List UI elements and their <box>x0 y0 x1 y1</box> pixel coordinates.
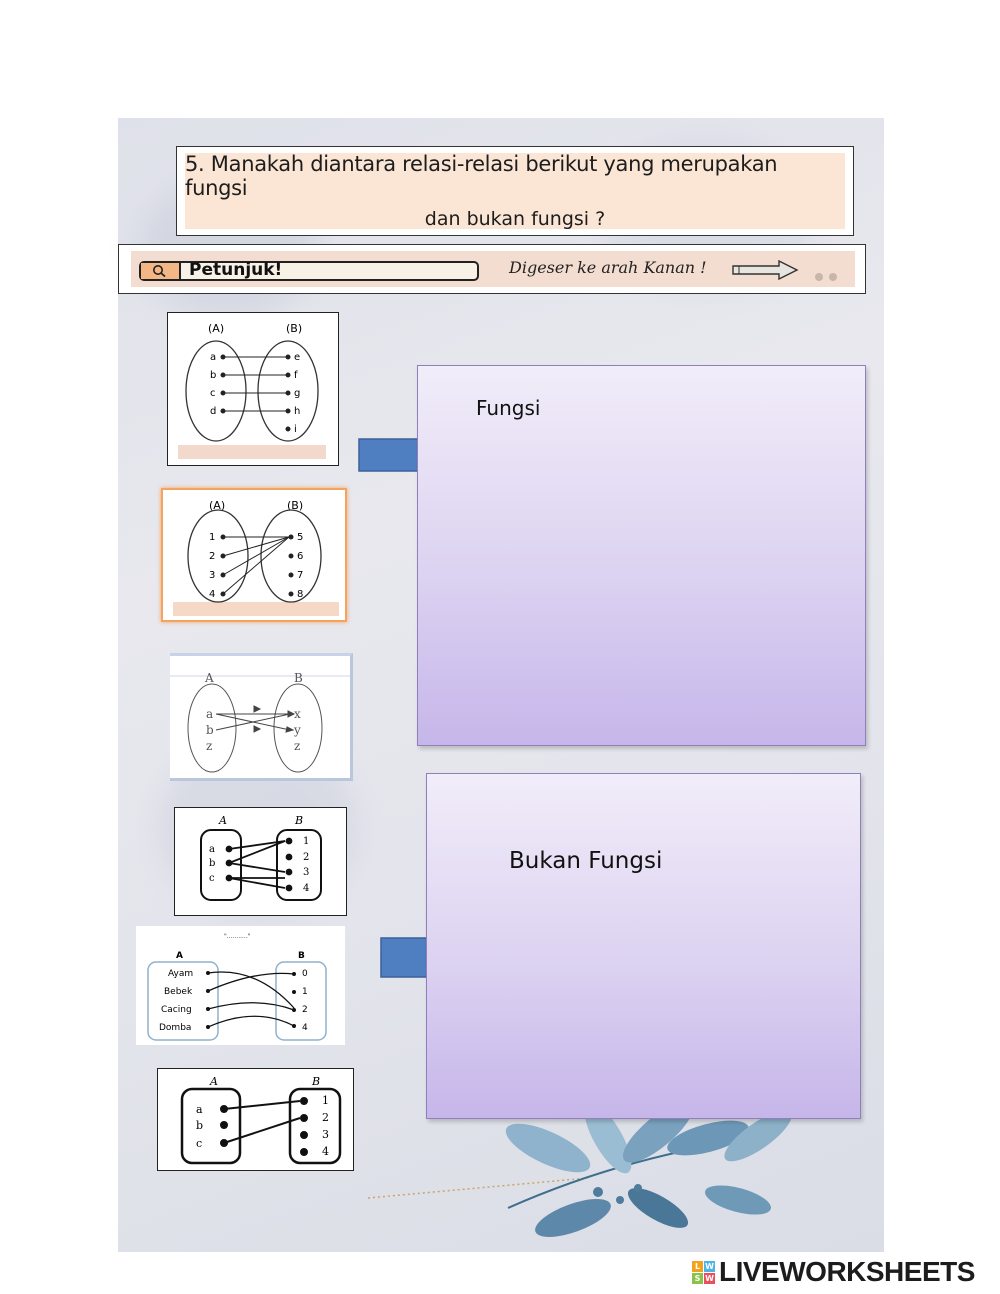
set-b-label: (B) <box>287 499 304 512</box>
codomain-item: 3 <box>303 867 310 878</box>
question-banner <box>185 153 845 229</box>
search-icon <box>141 263 181 279</box>
codomain-item: 7 <box>297 570 304 581</box>
hint-strip <box>131 251 855 287</box>
brand-name: LIVEWORKSHEETS <box>719 1256 975 1287</box>
drop-zone-fungsi[interactable] <box>417 365 866 746</box>
codomain-item: h <box>294 406 301 417</box>
codomain-item: 0 <box>302 969 308 979</box>
domain-item: a <box>209 844 215 855</box>
domain-item: a <box>196 1103 203 1116</box>
domain-item: 3 <box>209 570 216 581</box>
drop-zone-fungsi-label: Fungsi <box>476 396 541 420</box>
question-text-line1: 5. Manakah diantara relasi-relasi berikut yang merupakan fungsi <box>185 152 778 200</box>
hint-label: Petunjuk! <box>189 260 283 280</box>
domain-item: Cacing <box>161 1005 192 1015</box>
set-b-label: B <box>295 814 304 827</box>
domain-item: c <box>210 388 216 399</box>
codomain-item: 4 <box>302 1023 308 1033</box>
domain-item: a <box>210 352 217 363</box>
set-a-label: A <box>205 671 214 685</box>
set-b-label: B <box>312 1075 321 1088</box>
codomain-item: 1 <box>322 1094 329 1107</box>
drop-zone-bukan-fungsi-label: Bukan Fungsi <box>509 848 663 874</box>
relation-card-1[interactable] <box>167 312 339 466</box>
domain-item: b <box>209 858 216 869</box>
logo-grid-icon: L W S W <box>692 1261 715 1284</box>
hint-pill <box>139 261 479 281</box>
codomain-item: 4 <box>322 1145 329 1158</box>
domain-item: c <box>196 1137 203 1150</box>
codomain-item: 2 <box>303 852 310 863</box>
domain-item: Bebek <box>164 987 193 997</box>
codomain-item: i <box>294 424 297 435</box>
domain-item: 2 <box>209 551 216 562</box>
codomain-item: 2 <box>302 1005 308 1015</box>
drop-zone-bukan-fungsi[interactable] <box>426 773 861 1119</box>
domain-item: Ayam <box>168 969 194 979</box>
codomain-item: 3 <box>322 1128 329 1141</box>
set-a-label: (A) <box>208 322 225 335</box>
relation-card-2[interactable] <box>161 488 347 622</box>
liveworksheets-logo[interactable] <box>692 1256 975 1288</box>
domain-item: b <box>206 723 214 737</box>
domain-item: 1 <box>209 532 216 543</box>
codomain-item: 5 <box>297 532 304 543</box>
codomain-item: 4 <box>303 883 310 894</box>
codomain-item: y <box>294 723 301 737</box>
set-b-label: (B) <box>286 322 303 335</box>
codomain-item: z <box>294 739 301 753</box>
hint-dots <box>815 266 843 285</box>
domain-item: d <box>210 406 217 417</box>
codomain-item: 6 <box>297 551 304 562</box>
hint-instruction: Digeser ke arah Kanan ! <box>509 258 707 277</box>
question-text-line2: dan bukan fungsi ? <box>424 208 606 230</box>
codomain-item: 8 <box>297 589 304 600</box>
set-a-label: A <box>210 1075 218 1088</box>
set-a-label: (A) <box>209 499 226 512</box>
domain-item: c <box>209 873 215 884</box>
codomain-item: x <box>294 707 301 721</box>
domain-item: 4 <box>209 589 216 600</box>
relation-card-3[interactable] <box>170 653 353 781</box>
codomain-item: e <box>294 352 301 363</box>
set-b-label: B <box>298 951 305 961</box>
card-title: "..........." <box>224 933 251 940</box>
question-box <box>176 146 854 236</box>
domain-item: z <box>206 739 213 753</box>
domain-item: a <box>206 707 214 721</box>
relation-card-5[interactable] <box>136 926 345 1045</box>
relation-card-6[interactable] <box>157 1068 354 1171</box>
domain-item: b <box>210 370 217 381</box>
pencil-arrow-icon <box>731 260 801 280</box>
domain-item: Domba <box>159 1023 192 1033</box>
set-a-label: A <box>176 951 183 961</box>
codomain-item: 1 <box>303 836 310 847</box>
set-b-label: B <box>294 671 303 685</box>
relation-card-4[interactable] <box>174 807 347 916</box>
set-a-label: A <box>219 814 227 827</box>
codomain-item: f <box>294 370 298 381</box>
leaf-decoration <box>358 1108 818 1252</box>
codomain-item: 2 <box>322 1111 329 1124</box>
hint-box <box>118 244 866 294</box>
codomain-item: g <box>294 388 301 399</box>
domain-item: b <box>196 1119 204 1132</box>
codomain-item: 1 <box>302 987 308 997</box>
